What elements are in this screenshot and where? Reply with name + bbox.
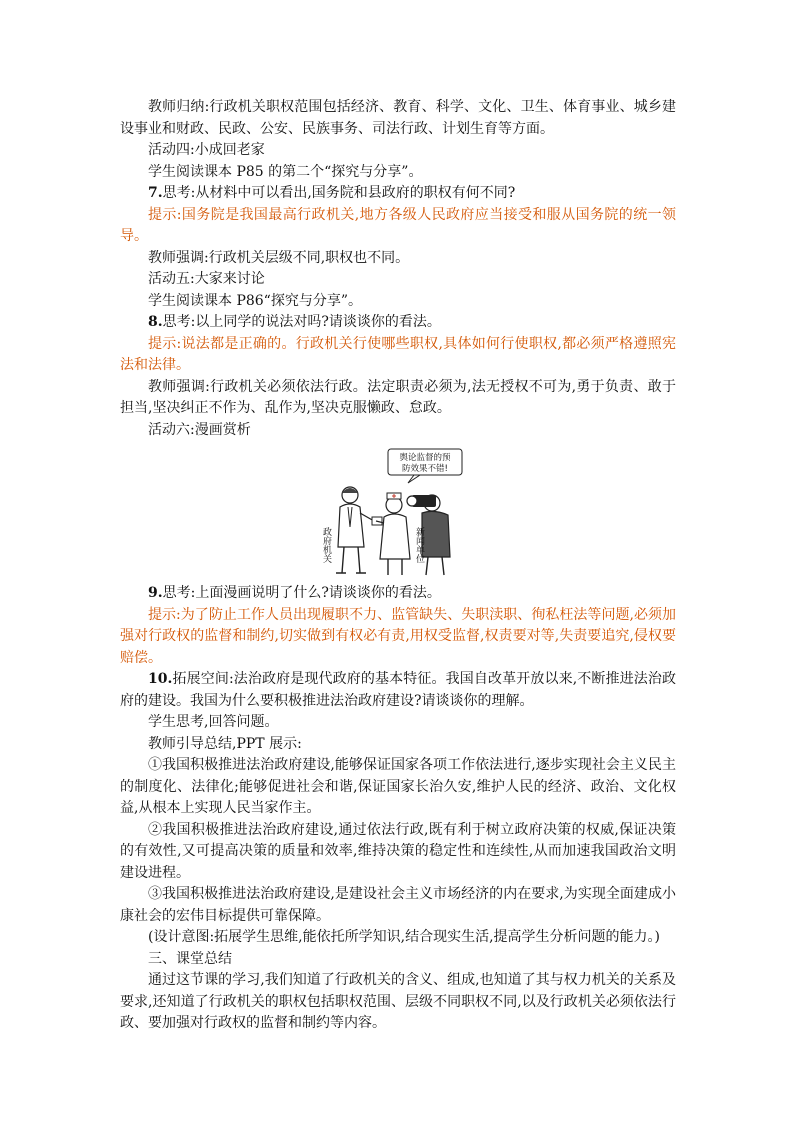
question-number: 10.: [148, 671, 173, 687]
paragraph-read-p86: 学生阅读课本 P86“探究与分享”。: [148, 292, 362, 309]
question-number: 7.: [148, 185, 163, 201]
cartoon-speech-line-2: 防效果不错!: [402, 464, 448, 474]
paragraph-summary: 通过这节课的学习,我们知道了行政机关的含义、组成,也知道了其与权力机关的关系及要求,还知道了行政机关的职权包括职权范围、层级不同职权不同,以及行政机关必须依法行政、要加强对行政权的监督和制约等内容。: [120, 972, 676, 1031]
hint-label: 提示:: [148, 335, 182, 352]
paragraph-student-think: 学生思考,回答问题。: [148, 714, 279, 730]
paragraph-teacher-guide: 教师引导总结,PPT 展示:: [148, 735, 302, 752]
hint-text: 国务院是我国最高行政机关,地方各级人民政府应当接受和服从国务院的统一领导。: [120, 206, 677, 244]
paragraph-read-p85: 学生阅读课本 P85 的第二个“探究与分享”。: [148, 163, 423, 180]
cartoon-label-government: 政府机关: [321, 527, 331, 563]
paragraph-teacher-summary: 教师归纳:行政机关职权范围包括经济、教育、科学、文化、卫生、体育事业、城乡建设事业和财政、民政、公安、民族事务、司法行政、计划生育等方面。: [120, 99, 676, 137]
hint-text: 为了防止工作人员出现履职不力、监管缺失、失职渎职、徇私枉法等问题,必须加强对行政权的监督和制约,切实做到有权必有责,用权受监督,权责要对等,失责要追究,侵权要赔偿。: [120, 606, 676, 666]
question-text: 思考:以上同学的说法对吗?请谈谈你的看法。: [162, 314, 441, 330]
paragraph-activity-four: 活动四:小成回老家: [148, 142, 265, 158]
paragraph-point-1: ①我国积极推进法治政府建设,能够保证国家各项工作依法进行,逐步实现社会主义民主的制度化、法律化;能够促进社会和谐,保证国家长治久安,维护人民的经济、政治、文化权益,从根本上实现人民当家作主。: [120, 757, 676, 816]
question-text: 思考:上面漫画说明了什么?请谈谈你的看法。: [162, 585, 441, 601]
paragraph-teacher-emphasis-2: 教师强调:行政机关必须依法行政。法定职责必须为,法无授权不可为,勇于负责、敢于担当,坚决纠正不作为、乱作为,坚决克服懒政、怠政。: [120, 378, 676, 416]
document-page: [120, 97, 676, 1035]
hint-7: [120, 205, 676, 248]
paragraph-point-2: ②我国积极推进法治政府建设,通过依法行政,既有利于树立政府决策的权威,保证决策的有效性,又可提高决策的质量和效率,维持决策的稳定性和连续性,从而加速我国政治文明建设进程。: [120, 821, 676, 881]
question-10: [120, 669, 676, 712]
cartoon-image: [318, 447, 466, 579]
cartoon-speech-line-1: 舆论监督的预: [399, 453, 451, 463]
section-heading-summary: 三、课堂总结: [148, 950, 232, 967]
cartoon-label-news: 新闻单位: [414, 527, 424, 563]
paragraph-activity-five: 活动五:大家来讨论: [148, 271, 265, 287]
paragraph-teacher-emphasis-1: 教师强调:行政机关层级不同,职权也不同。: [148, 249, 410, 266]
question-text: 思考:从材料中可以看出,国务院和县政府的职权有何不同?: [162, 185, 516, 201]
paragraph-activity-six: 活动六:漫画赏析: [148, 421, 251, 438]
question-text: 拓展空间:法治政府是现代政府的基本特征。我国自改革开放以来,不断推进法治政府的建设。我国为什么要积极推进法治政府建设?请谈谈你的理解。: [120, 671, 676, 709]
paragraph-design-intent: (设计意图:拓展学生思维,能依托所学知识,结合现实生活,提高学生分析问题的能力。): [148, 929, 660, 945]
hint-label: 提示:: [148, 606, 181, 623]
hint-text: 说法都是正确的。行政机关行使哪些职权,具体如何行使职权,都必须严格遵照宪法和法律。: [120, 335, 676, 373]
hint-8: [120, 334, 676, 377]
hint-9: [120, 605, 676, 670]
hint-label: 提示:: [148, 206, 182, 223]
paragraph-point-3: ③我国积极推进法治政府建设,是建设社会主义市场经济的内在要求,为实现全面建成小康社会的宏伟目标提供可靠保障。: [120, 886, 676, 924]
question-8: [120, 312, 676, 334]
question-9: [120, 583, 676, 605]
question-7: [120, 183, 676, 205]
question-number: 9.: [148, 585, 163, 601]
question-number: 8.: [148, 314, 163, 330]
